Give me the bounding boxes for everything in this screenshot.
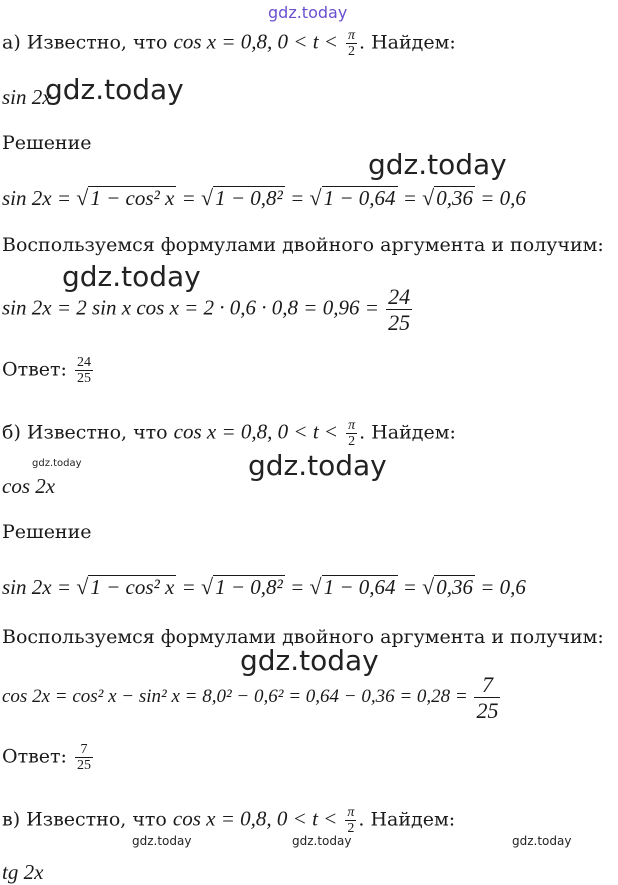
watermark: gdz.today (512, 834, 572, 848)
part-a-formulas-text: Воспользуемся формулами двойного аргумента и получим: (2, 234, 604, 256)
watermark: gdz.today (45, 73, 184, 106)
watermark: gdz.today (240, 644, 379, 677)
part-a-line1: sin 2x = √1 − cos² x = √1 − 0,8² = √1 − 0,64 = √0,36 = 0,6 (2, 185, 526, 210)
part-a-find: sin 2x (2, 85, 52, 109)
part-c-given: в) Известно, что cos x = 0,8, 0 < t < $\frac{\pi}{2}$ . Найдем: (2, 805, 456, 836)
result-fraction: $\frac{7}{25}$ (476, 672, 499, 723)
watermark: gdz.today (248, 449, 387, 482)
part-b-line2: cos 2x = cos² x − sin² x = 8,0² − 0,6² = 0,64 − 0,36 = 0,28 = $\frac{7}{25}$ (2, 672, 499, 723)
part-c-find: tg 2x (2, 860, 44, 884)
part-b-given: б) Известно, что cos x = 0,8, 0 < t < $\frac{\pi}{2}$ . Найдем: (2, 418, 456, 449)
given-formula: cos x = 0,8, 0 < t < (173, 29, 338, 54)
pi-over-2-fraction: $\frac{\pi}{2}$ (348, 28, 356, 59)
given-formula: cos x = 0,8, 0 < t < (173, 419, 339, 444)
watermark: gdz.today (62, 260, 201, 293)
pi-over-2-fraction: $\frac{\pi}{2}$ (348, 418, 356, 449)
watermark: gdz.today (32, 458, 82, 469)
part-b-formulas-text: Воспользуемся формулами двойного аргумента и получим: (2, 626, 604, 648)
pi-over-2-fraction: $\frac{\pi}{2}$ (347, 805, 355, 836)
part-b-answer: Ответ: $\frac{7}{25}$ (2, 742, 91, 773)
part-b-line1: sin 2x = √1 − cos² x = √1 − 0,8² = √1 − 0,64 = √0,36 = 0,6 (2, 574, 526, 599)
part-a-line2: sin 2x = 2 sin x cos x = 2 · 0,6 · 0,8 = 0,96 = $\frac{24}{25}$ (2, 284, 411, 335)
answer-fraction: $\frac{24}{25}$ (77, 355, 91, 386)
part-b-find: cos 2x (2, 474, 56, 498)
watermark: gdz.today (368, 148, 507, 181)
part-a-answer: Ответ: $\frac{24}{25}$ (2, 355, 91, 386)
part-a-given: а) Известно, что cos x = 0,8, 0 < t < $\frac{\pi}{2}$ . Найдем: (2, 28, 456, 59)
result-fraction: $\frac{24}{25}$ (388, 284, 411, 335)
watermark: gdz.today (132, 834, 192, 848)
part-b-solution-heading: Решение (2, 521, 92, 543)
watermark: gdz.today (292, 834, 352, 848)
part-a-solution-heading: Решение (2, 132, 92, 154)
watermark-top: gdz.today (268, 3, 348, 22)
answer-fraction: $\frac{7}{25}$ (77, 742, 91, 773)
given-formula: cos x = 0,8, 0 < t < (172, 806, 338, 831)
